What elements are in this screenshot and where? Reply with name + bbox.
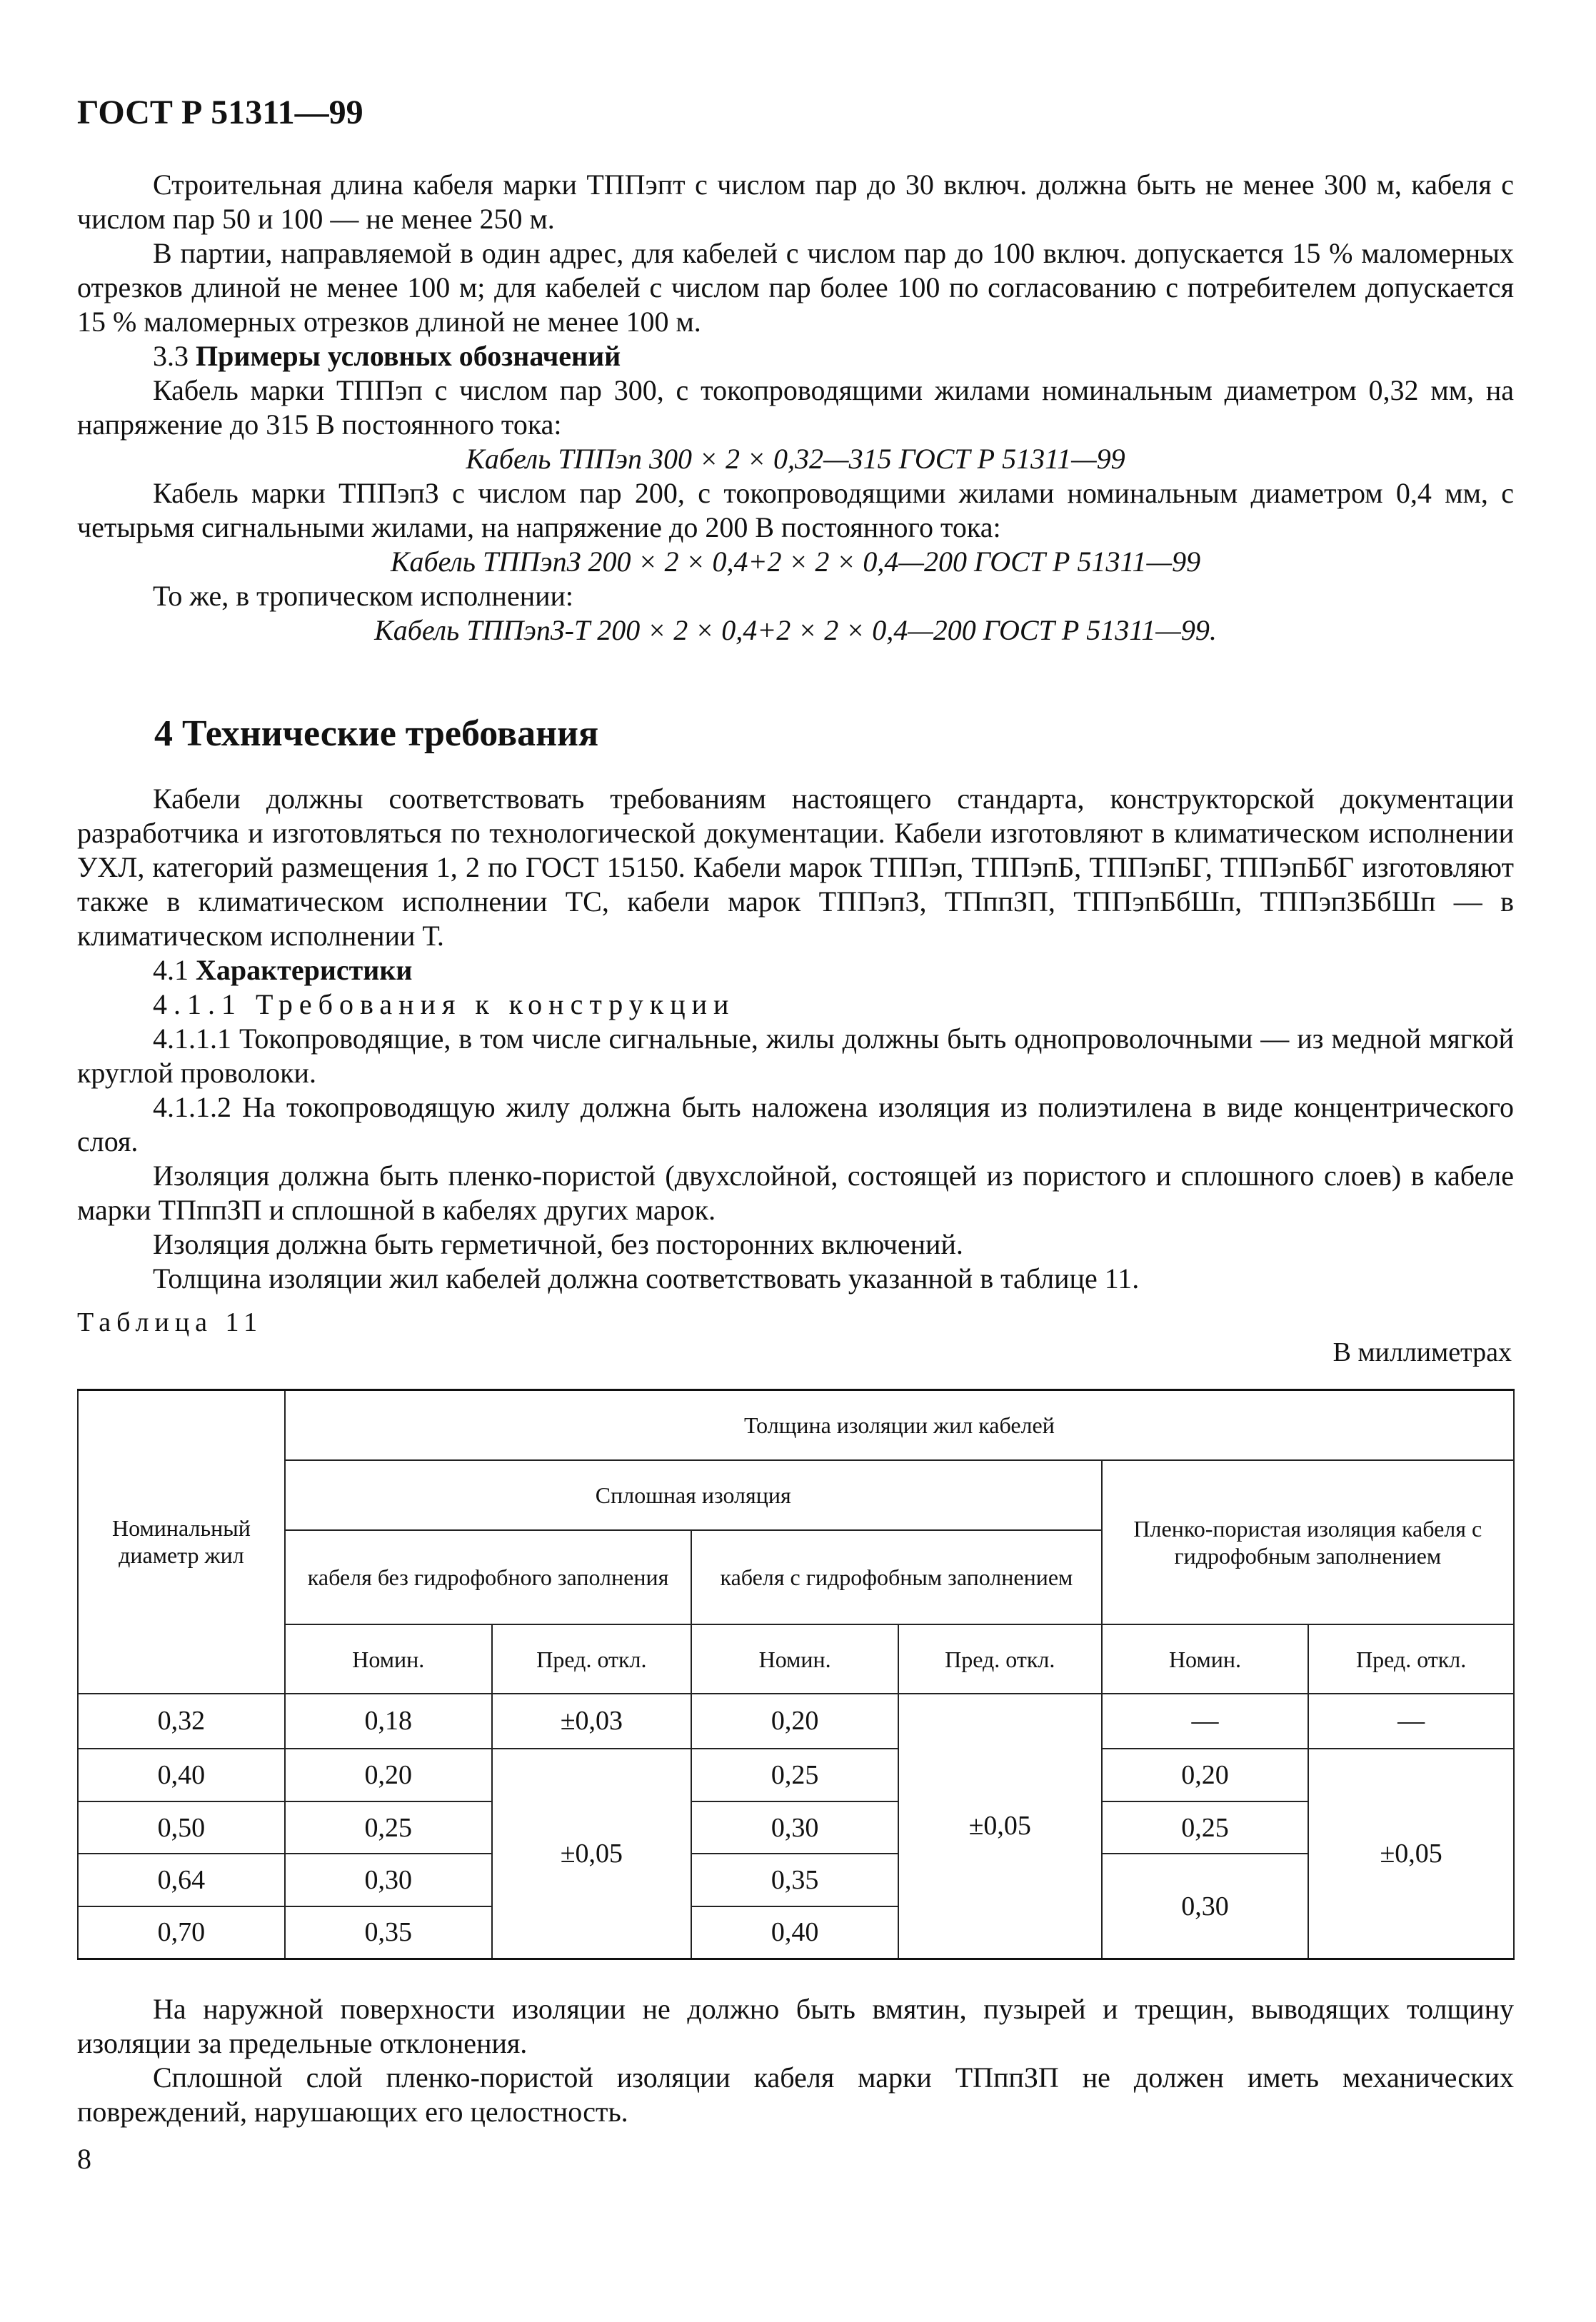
document-header: ГОСТ Р 51311—99 [77,94,363,131]
paragraph-solid-layer: Сплошной слой пленко-пористой изоляции кабеля марки ТПппЗП не должен иметь механических повреждений, нарушающих его целостность. [77,2061,1514,2128]
cell-value: 0,25 [285,1801,492,1854]
designation-example-1: Кабель ТППэп 300 × 2 × 0,32—315 ГОСТ Р 51311—99 [466,443,1125,475]
paragraph-example-1: Кабель марки ТППэп с числом пар 300, с токопроводящими жилами номинальным диаметром 0,32 мм, на напряжение до 315 В постоянного тока: [77,374,1514,441]
cell-value: 0,35 [691,1854,898,1906]
table-row [78,1801,1514,1854]
cell-value: 0,25 [1102,1801,1309,1854]
header-deviation: Пред. откл. [492,1624,692,1693]
section-title: Характеристики [196,954,413,986]
cell-diameter: 0,40 [78,1749,285,1801]
table-units: В миллиметрах [1332,1337,1512,1367]
paragraph-4-1-1-2: 4.1.1.2 На токопроводящую жилу должна быть наложена изоляция из полиэтилена в виде концентрического слоя. [77,1091,1514,1157]
cell-value: 0,20 [1102,1749,1309,1801]
header-with-filling: кабеля с гидрофобным заполнением [691,1530,1101,1625]
cell-diameter: 0,64 [78,1854,285,1906]
header-nominal: Номин. [691,1624,898,1693]
header-without-filling: кабеля без гидрофобного заполнения [285,1530,691,1625]
cell-value: 0,18 [285,1694,492,1749]
section-4-1-1-heading: 4.1.1 Требования к конструкции [153,988,736,1020]
paragraph-batch: В партии, направляемой в один адрес, для кабелей с числом пар до 100 включ. допускается 15 % маломерных отрезков длиной не менее 100 м; для кабелей с числом пар более 100 по согласованию с потребителем допускается 15 % маломерных отрезков длиной не менее 100 м. [77,237,1514,338]
designation-example-3: Кабель ТППэпЗ-Т 200 × 2 × 0,4+2 × 2 × 0,4—200 ГОСТ Р 51311—99. [374,614,1217,646]
cell-deviation: ±0,03 [492,1694,692,1749]
table-caption: Таблица 11 [77,1307,264,1337]
paragraph-insulation-sealed: Изоляция должна быть герметичной, без посторонних включений. [153,1228,963,1260]
section-title: Примеры условных обозначений [196,340,621,372]
designation-example-2: Кабель ТППэпЗ 200 × 2 × 0,4+2 × 2 × 0,4—200 ГОСТ Р 51311—99 [390,546,1201,578]
section-number: 3.3 [153,340,189,372]
paragraph-tropical: То же, в тропическом исполнении: [153,580,574,612]
cell-deviation: ±0,05 [492,1749,692,1959]
cell-deviation: ±0,05 [1308,1749,1514,1959]
paragraph-surface-defects: На наружной поверхности изоляции не должно быть вмятин, пузырей и трещин, выводящих толщину изоляции за предельные отклонения. [77,1993,1514,2059]
header-deviation: Пред. откл. [1308,1624,1514,1693]
section-4-title: 4 Технические требования [154,713,599,754]
header-nominal: Номин. [285,1624,492,1693]
paragraph-insulation-thickness: Толщина изоляции жил кабелей должна соответствовать указанной в таблице 11. [153,1262,1140,1295]
cell-value: 0,35 [285,1906,492,1959]
cell-diameter: 0,32 [78,1694,285,1749]
table-row [78,1749,1514,1801]
paragraph-4-1-1-1: 4.1.1.1 Токопроводящие, в том числе сигнальные, жилы должны быть однопроволочными — из медной мягкой круглой проволоки. [77,1022,1514,1089]
cell-value: 0,30 [1102,1854,1309,1959]
table-row [78,1854,1514,1906]
cell-deviation: ±0,05 [898,1694,1102,1959]
section-number: 4.1 [153,954,189,986]
insulation-thickness-table [77,1389,1515,1960]
cell-diameter: 0,70 [78,1906,285,1959]
paragraph-length: Строительная длина кабеля марки ТППэпт с числом пар до 30 включ. должна быть не менее 300 м, кабеля с числом пар 50 и 100 — не менее 250 м. [77,169,1514,235]
header-solid-insulation: Сплошная изоляция [285,1460,1102,1530]
page-number: 8 [77,2143,91,2175]
header-deviation: Пред. откл. [898,1624,1102,1693]
section-4-1-heading [77,953,1514,987]
cell-value: 0,20 [691,1694,898,1749]
cell-value: 0,20 [285,1749,492,1801]
paragraph-tech-req: Кабели должны соответствовать требованиям настоящего стандарта, конструкторской документации разработчика и изготовляться по технологической документации. Кабели изготовляют в климатическом исполнении УХЛ, категорий размещения 1, 2 по ГОСТ 15150. Кабели марок ТППэп, ТППэпБ, ТППэпБГ, ТППэпБбГ изготовляют также в климатическом исполнении ТС, кабели марок ТППэпЗ, ТПппЗП, ТППэпБбШп, ТППэпЗБбШп — в климатическом исполнении Т. [77,783,1514,952]
cell-diameter: 0,50 [78,1801,285,1854]
header-insulation-thickness: Толщина изоляции жил кабелей [285,1390,1514,1460]
cell-deviation: — [1308,1694,1514,1749]
cell-value: 0,40 [691,1906,898,1959]
cell-value: 0,30 [691,1801,898,1854]
paragraph-example-2: Кабель марки ТППэпЗ с числом пар 200, с токопроводящими жилами номинальным диаметром 0,4 мм, с четырьмя сигнальными жилами, на напряжение до 200 В постоянного тока: [77,477,1514,543]
paragraph-insulation-type: Изоляция должна быть пленко-пористой (двухслойной, состоящей из пористого и сплошного слоев) в кабеле марки ТПппЗП и сплошной в кабелях других марок. [77,1160,1514,1226]
cell-value: 0,25 [691,1749,898,1801]
header-nominal-diameter: Номинальный диаметр жил [78,1390,285,1694]
cell-value: — [1102,1694,1309,1749]
header-film-porous-insulation: Пленко-пористая изоляция кабеля с гидрофобным заполнением [1102,1460,1514,1625]
header-nominal: Номин. [1102,1624,1309,1693]
section-3-3-heading [77,339,1514,373]
cell-value: 0,30 [285,1854,492,1906]
table-row [78,1694,1514,1749]
